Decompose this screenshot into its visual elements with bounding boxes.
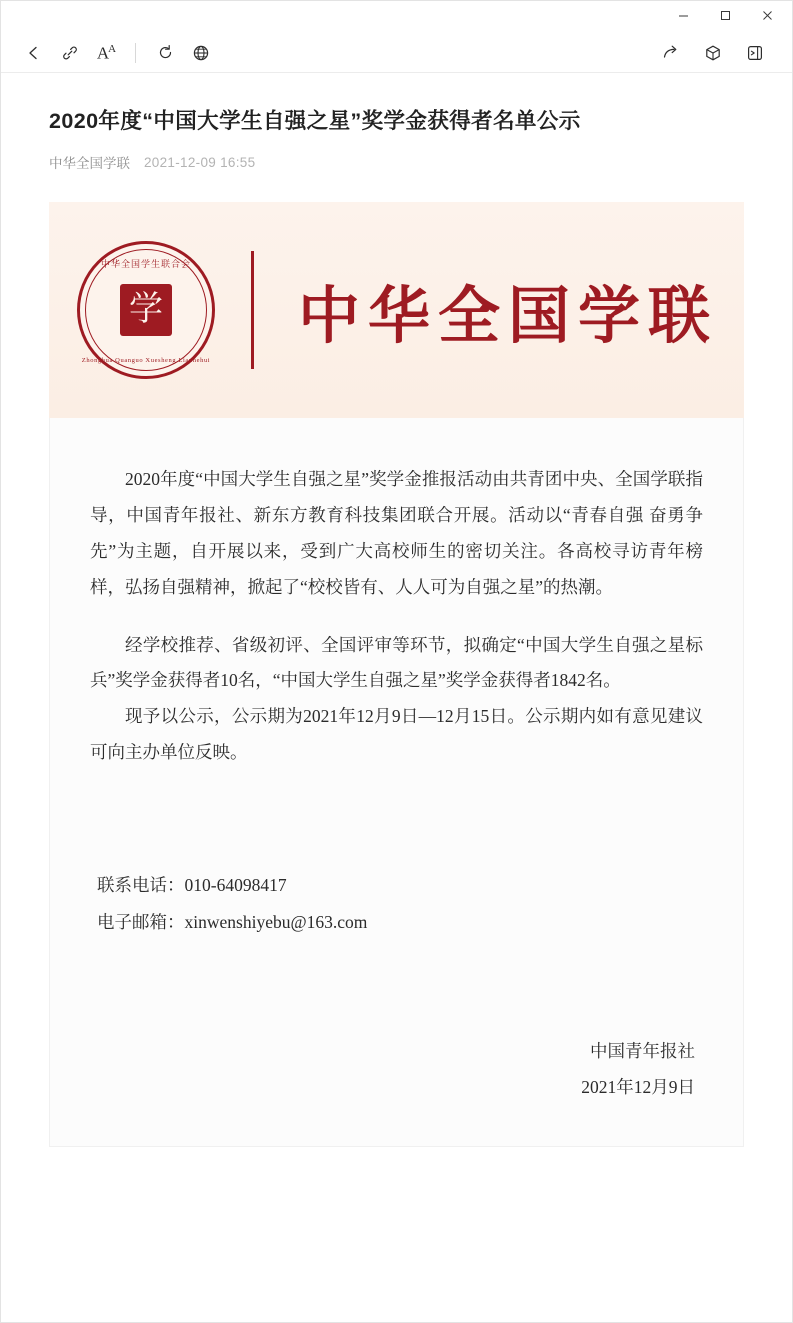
share-icon (662, 43, 681, 62)
seal-center-text: 学 (120, 284, 172, 336)
official-seal-icon (77, 241, 215, 379)
signature-date: 2021年12月9日 (581, 1077, 695, 1098)
font-size-icon: $A^A$ (96, 42, 116, 63)
toolbar-divider (135, 43, 136, 63)
article-meta (49, 152, 744, 172)
maximize-button[interactable] (704, 1, 746, 29)
contact-block (90, 867, 703, 941)
contact-email: 电子邮箱：xinwenshiyebu@163.com (97, 911, 368, 932)
contact-phone: 联系电话：010-64098417 (97, 875, 287, 896)
banner-image (49, 202, 744, 418)
share-button[interactable] (654, 38, 688, 68)
seal-top-text: 中华全国学生联合会 (100, 259, 191, 270)
article-content (1, 73, 792, 1321)
article-date: 2021-12-09 16:55 (144, 154, 256, 170)
title-bar (1, 1, 792, 33)
article-paragraph-1: 2020年度“中国大学生自强之星”奖学金推报活动由共青团中央、全国学联指导，中国青年报社、新东方教育科技集团联合开展。活动以“青春自强 奋勇争先”为主题，自开展以来，受到广大高校师生的密切关注。各高校寻访青年榜样，弘扬自强精神，掀起了“校校皆有、人人可为自强之星”的热潮。 (90, 469, 703, 597)
back-arrow-icon (26, 45, 42, 61)
signature-org: 中国青年报社 (590, 1040, 695, 1061)
seal-bottom-text: Zhonghua Quanguo Xuesheng Lianhehui (81, 357, 211, 365)
article-paragraph-2: 经学校推荐、省级初评、全国评审等环节，拟确定“中国大学生自强之星标兵”奖学金获得者10名，“中国大学生自强之星”奖学金获得者1842名。 (90, 634, 703, 691)
banner-title: 中华全国学联 (298, 282, 719, 351)
close-button[interactable] (746, 1, 788, 29)
refresh-icon (157, 44, 174, 61)
globe-button[interactable] (184, 38, 218, 68)
article-paragraph-3: 现予以公示，公示期为2021年12月9日—12月15日。公示期内如有意见建议可向主办单位反映。 (90, 706, 703, 763)
page-title: 2020年度“中国大学生自强之星”奖学金获得者名单公示 (49, 109, 581, 133)
close-icon (762, 10, 773, 21)
minimize-icon (678, 10, 689, 21)
toolbar-left-group (17, 38, 218, 68)
cube-icon (704, 44, 722, 62)
collections-button[interactable] (696, 38, 730, 68)
article-body (49, 418, 744, 1147)
maximize-icon (720, 10, 731, 21)
export-icon (746, 44, 764, 62)
export-button[interactable] (738, 38, 772, 68)
link-icon (61, 44, 79, 62)
toolbar (1, 33, 792, 73)
link-button[interactable] (53, 38, 87, 68)
minimize-button[interactable] (662, 1, 704, 29)
signature-block (90, 1033, 703, 1107)
toolbar-right-group (654, 38, 772, 68)
globe-icon (192, 44, 210, 62)
font-size-button[interactable] (89, 38, 123, 68)
back-button[interactable] (17, 38, 51, 68)
refresh-button[interactable] (148, 38, 182, 68)
article-source: 中华全国学联 (49, 156, 130, 172)
banner-divider (251, 251, 254, 369)
